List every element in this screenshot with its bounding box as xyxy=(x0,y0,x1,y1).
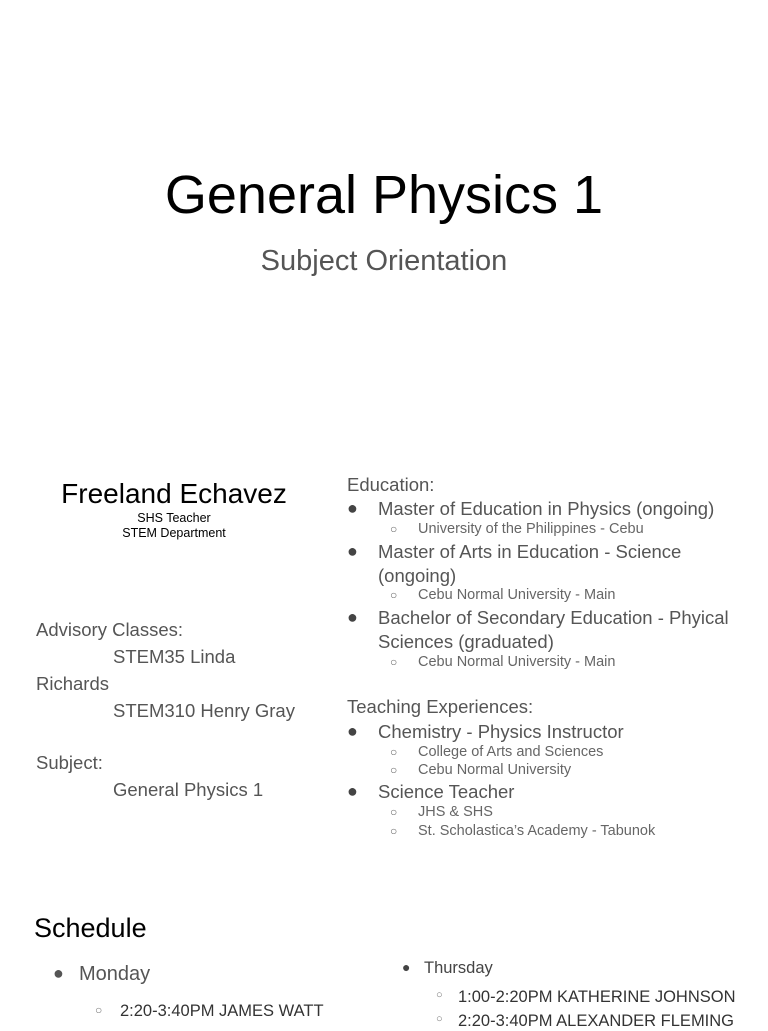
education-subitem xyxy=(390,653,750,671)
schedule-day-label: Monday xyxy=(79,963,151,985)
education-school: University of the Philippines - Cebu xyxy=(418,521,644,537)
teaching-subitem xyxy=(390,761,750,779)
teaching-detail: St. Scholastica’s Academy - Tabunok xyxy=(418,823,656,839)
circle-bullet-icon: ○ xyxy=(390,655,398,669)
circle-bullet-icon: ○ xyxy=(390,805,398,819)
page-subtitle: Subject Orientation xyxy=(260,245,508,277)
education-item xyxy=(347,540,742,587)
schedule-slot-text: 2:20-3:40PM ALEXANDER FLEMING xyxy=(458,1012,735,1030)
teacher-department: STEM Department xyxy=(122,526,226,540)
schedule-slot xyxy=(436,988,736,1007)
teaching-subitem xyxy=(390,743,750,761)
subject-value: General Physics 1 xyxy=(113,779,264,800)
education-subitem xyxy=(390,520,750,538)
teaching-detail: Cebu Normal University xyxy=(418,762,572,778)
bullet-icon: ● xyxy=(347,781,358,801)
circle-bullet-icon: ○ xyxy=(436,1013,443,1025)
teaching-label: Teaching Experiences: xyxy=(347,696,534,717)
schedule-slot-text: 2:20-3:40PM JAMES WATT xyxy=(120,1002,324,1020)
teaching-item xyxy=(347,780,742,804)
education-item xyxy=(347,606,742,653)
circle-bullet-icon: ○ xyxy=(390,745,398,759)
schedule-day-thursday xyxy=(402,959,493,978)
teaching-position: Chemistry - Physics Instructor xyxy=(378,721,624,742)
teacher-name: Freeland Echavez xyxy=(61,478,287,509)
schedule-slot-text: 1:00-2:20PM KATHERINE JOHNSON xyxy=(458,988,736,1006)
circle-bullet-icon: ○ xyxy=(390,824,398,838)
education-school: Cebu Normal University - Main xyxy=(418,654,616,670)
education-subitem xyxy=(390,586,750,604)
teacher-role: SHS Teacher xyxy=(137,511,211,525)
teaching-subitem xyxy=(390,822,750,840)
schedule-slot xyxy=(95,1002,324,1021)
advisory-class-continued: Richards xyxy=(36,673,109,694)
bullet-icon: ● xyxy=(347,607,358,627)
circle-bullet-icon: ○ xyxy=(95,1003,103,1017)
bullet-icon: ● xyxy=(347,541,358,561)
bullet-icon: ● xyxy=(402,959,411,975)
subject-label: Subject: xyxy=(36,752,103,773)
circle-bullet-icon: ○ xyxy=(390,522,398,536)
schedule-day-monday xyxy=(53,963,150,986)
circle-bullet-icon: ○ xyxy=(390,763,398,777)
schedule-day-label: Thursday xyxy=(424,959,493,977)
circle-bullet-icon: ○ xyxy=(436,989,443,1001)
teaching-position: Science Teacher xyxy=(378,781,515,802)
teaching-detail: JHS & SHS xyxy=(418,804,493,820)
teaching-detail: College of Arts and Sciences xyxy=(418,744,604,760)
bullet-icon: ● xyxy=(347,498,358,518)
advisory-class: STEM310 Henry Gray xyxy=(113,700,295,721)
teaching-subitem xyxy=(390,803,750,821)
advisory-class: STEM35 Linda xyxy=(113,646,236,667)
schedule-slot xyxy=(436,1012,734,1031)
education-label: Education: xyxy=(347,474,435,495)
education-degree: Master of Arts in Education - Science (ongoing) xyxy=(378,541,682,586)
education-degree: Bachelor of Secondary Education - Phyical Sciences (graduated) xyxy=(378,607,729,652)
education-degree: Master of Education in Physics (ongoing) xyxy=(378,498,715,519)
education-school: Cebu Normal University - Main xyxy=(418,587,616,603)
page-title: General Physics 1 xyxy=(164,165,604,225)
advisory-label: Advisory Classes: xyxy=(36,619,184,640)
bullet-icon: ● xyxy=(53,963,64,983)
circle-bullet-icon: ○ xyxy=(390,588,398,602)
teaching-item xyxy=(347,720,742,744)
schedule-heading: Schedule xyxy=(34,913,147,943)
bullet-icon: ● xyxy=(347,721,358,741)
education-item xyxy=(347,497,742,521)
